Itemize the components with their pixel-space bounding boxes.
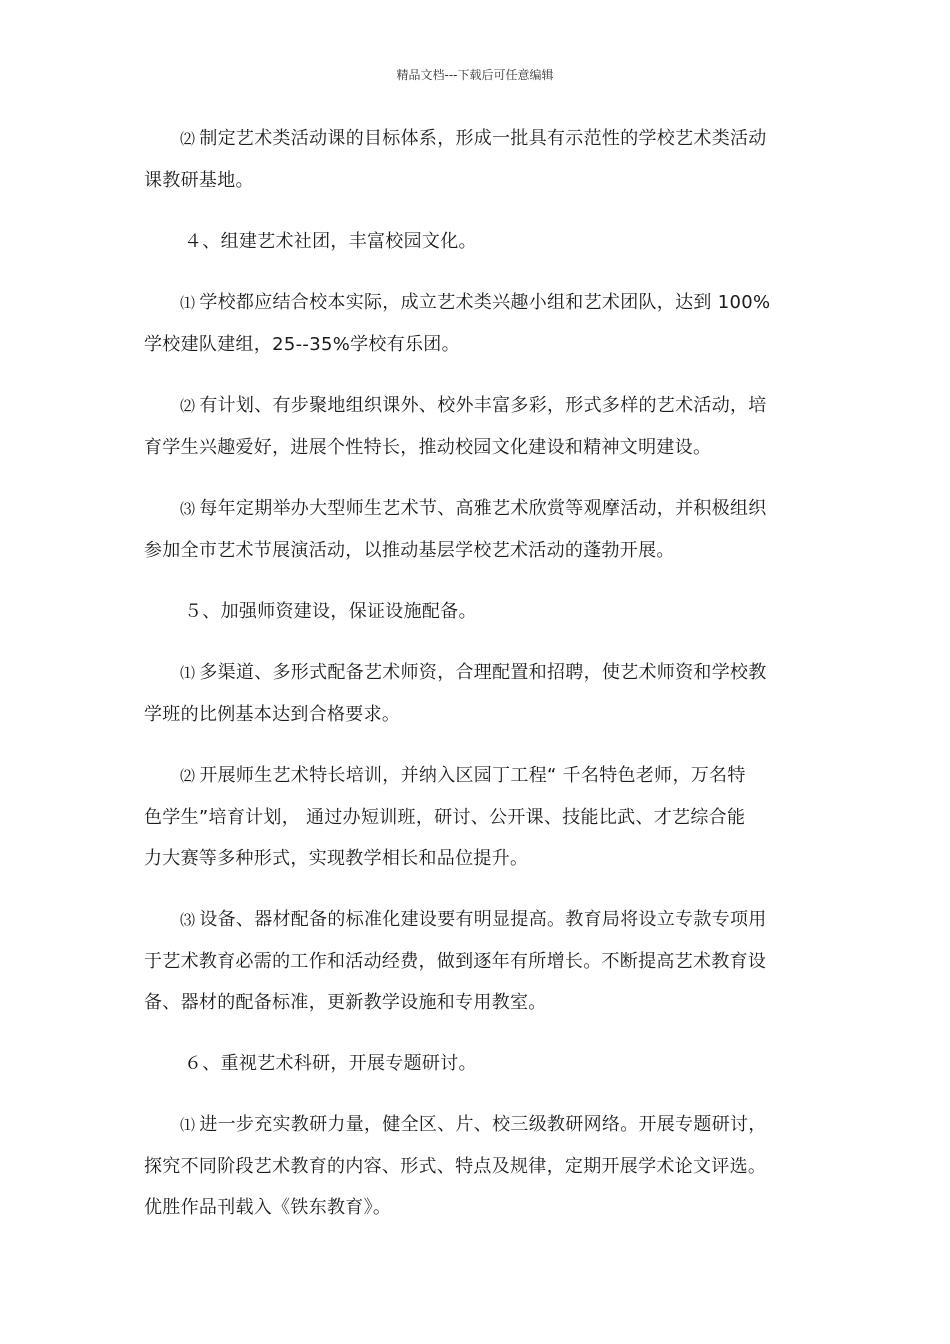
text-line <box>144 941 804 982</box>
text-line <box>144 755 804 797</box>
text-line <box>144 1043 804 1084</box>
line-text: 探究不同阶段艺术教育的内容、形式、特点及规律，定期开展学术论文评选。 <box>144 1156 767 1177</box>
text-line <box>144 221 804 262</box>
text-line <box>144 324 804 365</box>
text-line <box>144 118 804 160</box>
text-line <box>144 427 804 468</box>
line-text: 每年定期举办大型师生艺术节、高雅艺术欣赏等观摩活动，并积极组织 <box>199 498 767 519</box>
line-text: 设备、器材配备的标准化建设要有明显提高。教育局将设立专款专项用 <box>199 909 767 930</box>
section-heading <box>144 591 804 632</box>
list-item-paragraph <box>144 385 804 468</box>
document-body <box>144 118 804 1248</box>
list-item-paragraph <box>144 899 804 1023</box>
line-text: ５、加强师资建设，保证设施配备。 <box>184 601 477 622</box>
line-text: 有计划、有步聚地组织课外、校外丰富多彩，形式多样的艺术活动，培 <box>199 395 767 416</box>
item-number-marker: ⑵ <box>180 130 196 148</box>
line-text: 制定艺术类活动课的目标体系，形成一批具有示范性的学校艺术类活动 <box>199 128 767 149</box>
section-heading <box>144 1043 804 1084</box>
text-line <box>144 694 804 735</box>
list-item-paragraph <box>144 1104 804 1228</box>
line-text: 开展师生艺术特长培训，并纳入区园丁工程“ 千名特色老师，万名特 <box>199 765 746 786</box>
list-item-paragraph <box>144 282 804 365</box>
line-text: 多渠道、多形式配备艺术师资，合理配置和招聘，使艺术师资和学校教 <box>199 662 767 683</box>
line-text: 课教研基地。 <box>144 170 254 191</box>
line-text: 进一步充实教研力量，健全区、片、校三级教研网络。开展专题研讨， <box>199 1114 767 1135</box>
text-line <box>144 1187 804 1228</box>
line-text: 学班的比例基本达到合格要求。 <box>144 704 401 725</box>
line-text: 于艺术教育必需的工作和活动经费，做到逐年有所增长。不断提高艺术教育设 <box>144 951 767 972</box>
text-line <box>144 385 804 427</box>
text-line <box>144 282 804 324</box>
page-header: 精品文档---下载后可任意编辑 <box>396 68 554 82</box>
line-text: 色学生”培育计划， 通过办短训班，研讨、公开课、技能比武、才艺综合能 <box>144 807 746 828</box>
text-line <box>144 530 804 571</box>
line-text: 备、器材的配备标准，更新教学设施和专用教室。 <box>144 992 547 1013</box>
line-text: 优胜作品刊载入《铁东教育》。 <box>144 1197 392 1218</box>
line-text: 参加全市艺术节展演活动，以推动基层学校艺术活动的蓬勃开展。 <box>144 540 675 561</box>
text-line <box>144 488 804 530</box>
list-item-paragraph <box>144 652 804 735</box>
line-text: 育学生兴趣爱好，进展个性特长，推动校园文化建设和精神文明建设。 <box>144 437 712 458</box>
line-text: ４、组建艺术社团，丰富校园文化。 <box>184 231 477 252</box>
line-text: 力大赛等多种形式，实现教学相长和品位提升。 <box>144 848 529 869</box>
item-number-marker: ⑵ <box>180 767 196 785</box>
text-line <box>144 652 804 694</box>
item-number-marker: ⑴ <box>180 294 196 312</box>
item-number-marker: ⑴ <box>180 1116 196 1134</box>
line-text: ６、重视艺术科研，开展专题研讨。 <box>184 1053 477 1074</box>
item-number-marker: ⑴ <box>180 664 196 682</box>
text-line <box>144 899 804 941</box>
item-number-marker: ⑶ <box>180 911 196 929</box>
section-heading <box>144 221 804 262</box>
list-item-paragraph <box>144 118 804 201</box>
list-item-paragraph <box>144 488 804 571</box>
text-line <box>144 838 804 879</box>
line-text: 学校建队建组，25--35%学校有乐团。 <box>144 334 460 355</box>
text-line <box>144 591 804 632</box>
text-line <box>144 1146 804 1187</box>
text-line <box>144 797 804 838</box>
text-line <box>144 982 804 1023</box>
list-item-paragraph <box>144 755 804 879</box>
line-text: 学校都应结合校本实际，成立艺术类兴趣小组和艺术团队，达到 100% <box>199 292 771 313</box>
item-number-marker: ⑶ <box>180 500 196 518</box>
item-number-marker: ⑵ <box>180 397 196 415</box>
text-line <box>144 1104 804 1146</box>
text-line <box>144 160 804 201</box>
